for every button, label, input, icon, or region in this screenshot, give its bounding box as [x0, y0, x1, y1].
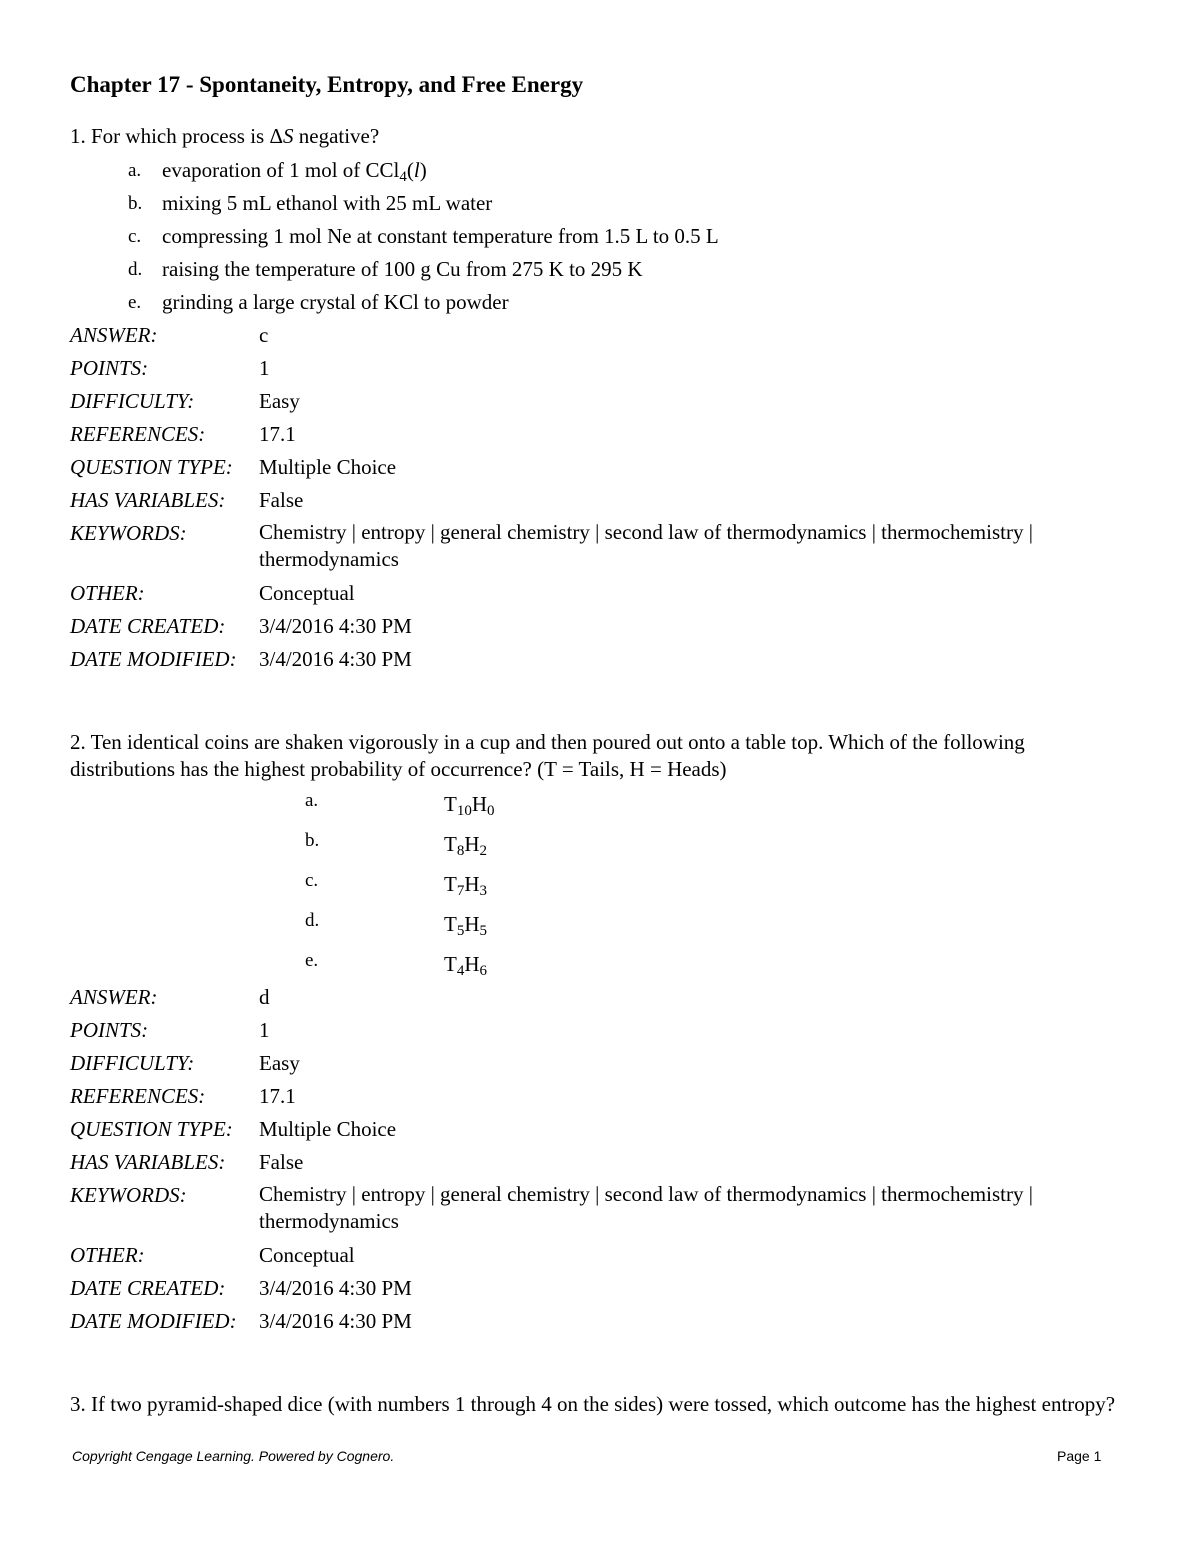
meta-value-question-type: Multiple Choice	[259, 1117, 397, 1141]
q1-option-text: raising the temperature of 100 g Cu from 275 K to 295 K	[162, 257, 643, 281]
q2-h: H	[464, 952, 480, 976]
q1-option-a-open: (	[406, 158, 414, 182]
meta-value-references: 17.1	[259, 422, 296, 446]
q1-option-a-pre: evaporation of 1 mol of CCl	[162, 158, 400, 182]
meta-label-answer: ANSWER:	[70, 323, 158, 347]
meta-label-date-modified: DATE MODIFIED:	[70, 1309, 237, 1333]
q1-stem-suffix: negative?	[293, 124, 380, 148]
q2-option-letter: d.	[305, 910, 320, 931]
meta-label-date-created: DATE CREATED:	[70, 614, 226, 638]
meta-value-other: Conceptual	[259, 581, 355, 605]
q2-h: H	[464, 832, 480, 856]
q1-option-text: grinding a large crystal of KCl to powder	[162, 290, 509, 314]
q2-option-formula	[444, 912, 487, 940]
q2-option-letter: c.	[305, 870, 319, 891]
meta-label-answer: ANSWER:	[70, 985, 158, 1009]
q2-t: T	[444, 832, 457, 856]
meta-label-points: POINTS:	[70, 1018, 149, 1042]
meta-label-has-variables: HAS VARIABLES:	[70, 1150, 226, 1174]
q1-stem-delta: Δ	[269, 124, 283, 148]
q1-option-a-sub: 4	[399, 169, 407, 185]
meta-value-keywords: Chemistry | entropy | general chemistry | second law of thermodynamics | thermochemistry | thermodynamics	[259, 1182, 1033, 1233]
q1-stem-prefix: 1. For which process is	[70, 124, 270, 148]
question-2-stem: 2. Ten identical coins are shaken vigorously in a cup and then poured out onto a table top. Which of the following distributions has the highest probability of occurrence? (T = Tails, H = Heads)	[70, 730, 1025, 781]
q2-tn: 4	[456, 963, 465, 979]
meta-value-has-variables: False	[259, 1150, 304, 1174]
page-title: Chapter 17 - Spontaneity, Entropy, and Free Energy	[70, 72, 584, 97]
q2-t: T	[444, 912, 457, 936]
q2-h: H	[464, 872, 480, 896]
meta-value-points: 1	[259, 1018, 270, 1042]
q1-option-letter: e.	[128, 292, 142, 313]
q1-option-a-close: )	[419, 158, 427, 182]
q2-hn: 0	[487, 803, 495, 819]
footer-copyright: Copyright Cengage Learning. Powered by Cognero.	[72, 1448, 395, 1464]
q2-hn: 6	[479, 963, 487, 979]
meta-label-points: POINTS:	[70, 356, 149, 380]
q1-option-text	[162, 158, 427, 186]
q2-tn: 7	[456, 883, 465, 899]
meta-label-other: OTHER:	[70, 581, 145, 605]
q2-option-formula	[444, 872, 487, 900]
q2-t: T	[444, 792, 457, 816]
q2-option-formula	[444, 832, 487, 860]
q1-option-letter: d.	[128, 259, 143, 280]
q1-stem-s: S	[283, 124, 294, 148]
meta-value-has-variables: False	[259, 488, 304, 512]
meta-label-references: REFERENCES:	[70, 422, 206, 446]
q2-option-formula	[444, 792, 495, 820]
q2-t: T	[444, 952, 457, 976]
meta-value-difficulty: Easy	[259, 1051, 300, 1075]
meta-label-keywords: KEYWORDS:	[70, 521, 187, 545]
q2-hn: 5	[479, 923, 487, 939]
meta-value-date-modified: 3/4/2016 4:30 PM	[259, 1309, 412, 1333]
q2-option-letter: a.	[305, 790, 319, 811]
q1-option-a-ital: l	[413, 158, 420, 182]
meta-label-date-modified: DATE MODIFIED:	[70, 647, 237, 671]
meta-label-difficulty: DIFFICULTY:	[70, 389, 195, 413]
meta-label-references: REFERENCES:	[70, 1084, 206, 1108]
meta-value-difficulty: Easy	[259, 389, 300, 413]
meta-value-date-modified: 3/4/2016 4:30 PM	[259, 647, 412, 671]
meta-value-keywords: Chemistry | entropy | general chemistry | second law of thermodynamics | thermochemistry | thermodynamics	[259, 520, 1033, 571]
question-3-stem: 3. If two pyramid-shaped dice (with numbers 1 through 4 on the sides) were tossed, which outcome has the highest entropy?	[70, 1392, 1116, 1416]
meta-label-question-type: QUESTION TYPE:	[70, 455, 233, 479]
meta-value-question-type: Multiple Choice	[259, 455, 397, 479]
meta-label-has-variables: HAS VARIABLES:	[70, 488, 226, 512]
q2-tn: 5	[456, 923, 465, 939]
q2-hn: 2	[479, 843, 487, 859]
q2-tn: 10	[456, 803, 472, 819]
meta-label-date-created: DATE CREATED:	[70, 1276, 226, 1300]
meta-value-references: 17.1	[259, 1084, 296, 1108]
meta-label-other: OTHER:	[70, 1243, 145, 1267]
q1-option-text: mixing 5 mL ethanol with 25 mL water	[162, 191, 493, 215]
q1-option-letter: b.	[128, 193, 143, 214]
q2-h: H	[471, 792, 487, 816]
q2-option-letter: e.	[305, 950, 319, 971]
meta-value-date-created: 3/4/2016 4:30 PM	[259, 614, 412, 638]
q2-tn: 8	[456, 843, 465, 859]
meta-value-points: 1	[259, 356, 270, 380]
meta-value-date-created: 3/4/2016 4:30 PM	[259, 1276, 412, 1300]
meta-label-difficulty: DIFFICULTY:	[70, 1051, 195, 1075]
meta-label-keywords: KEYWORDS:	[70, 1183, 187, 1207]
meta-label-question-type: QUESTION TYPE:	[70, 1117, 233, 1141]
question-1-stem	[70, 124, 379, 149]
q2-t: T	[444, 872, 457, 896]
q2-hn: 3	[479, 883, 487, 899]
q1-option-text: compressing 1 mol Ne at constant temperature from 1.5 L to 0.5 L	[162, 224, 719, 248]
q1-option-letter: c.	[128, 226, 142, 247]
footer-page-number: Page 1	[1057, 1448, 1102, 1464]
q2-option-formula	[444, 952, 487, 980]
q2-h: H	[464, 912, 480, 936]
meta-value-other: Conceptual	[259, 1243, 355, 1267]
q1-option-letter: a.	[128, 160, 142, 181]
meta-value-answer: d	[259, 985, 270, 1009]
meta-value-answer: c	[259, 323, 269, 347]
q2-option-letter: b.	[305, 830, 320, 851]
